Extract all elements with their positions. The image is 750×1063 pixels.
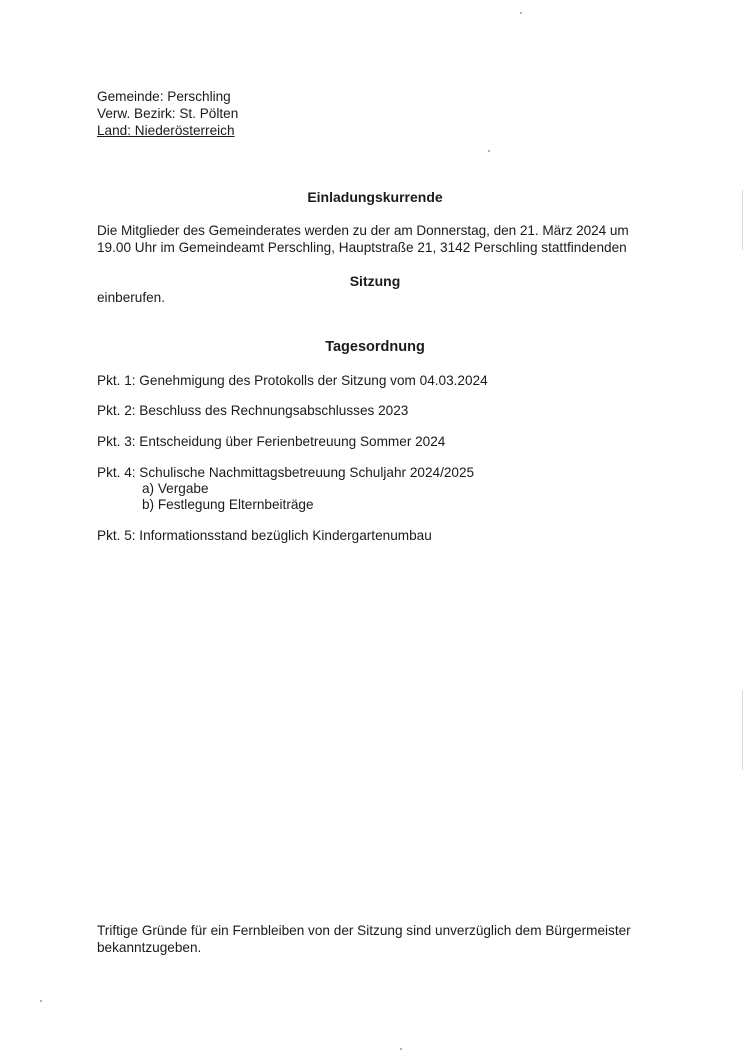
agenda-item-4: Pkt. 4: Schulische Nachmittagsbetreuung Schuljahr 2024/2025	[97, 465, 475, 480]
agenda-item-5: Pkt. 5: Informationsstand bezüglich Kindergartenumbau	[97, 528, 432, 543]
agenda-heading: Tagesordnung	[325, 339, 425, 355]
agenda-item-1: Pkt. 1: Genehmigung des Protokolls der Sitzung vom 04.03.2024	[97, 373, 488, 388]
header-state: Land: Niederösterreich	[97, 123, 235, 138]
intro-line-1: Die Mitglieder des Gemeinderates werden zu der am Donnerstag, den 21. März 2024 um	[97, 223, 629, 238]
agenda-item-4a: a) Vergabe	[142, 481, 209, 496]
intro-line-2: 19.00 Uhr im Gemeindeamt Perschling, Hauptstraße 21, 3142 Perschling stattfindenden	[97, 240, 627, 255]
convened-text: einberufen.	[97, 290, 166, 305]
scan-speck	[488, 150, 490, 152]
header-district: Verw. Bezirk: St. Pölten	[97, 106, 239, 121]
footer-line-1: Triftige Gründe für ein Fernbleiben von der Sitzung sind unverzüglich dem Bürgermeister	[97, 923, 631, 938]
header-municipality: Gemeinde: Perschling	[97, 89, 231, 104]
agenda-item-4b: b) Festlegung Elternbeiträge	[142, 497, 314, 512]
session-heading: Sitzung	[349, 273, 401, 289]
scan-speck	[40, 1000, 42, 1002]
footer-line-2: bekanntzugeben.	[97, 940, 202, 955]
scan-speck	[520, 12, 522, 14]
agenda-item-3: Pkt. 3: Entscheidung über Ferienbetreuung Sommer 2024	[97, 434, 446, 449]
scan-edge-mark	[742, 690, 743, 770]
scan-speck	[400, 1048, 402, 1050]
document-title: Einladungskurrende	[307, 189, 443, 205]
agenda-item-2: Pkt. 2: Beschluss des Rechnungsabschlusses 2023	[97, 403, 409, 418]
